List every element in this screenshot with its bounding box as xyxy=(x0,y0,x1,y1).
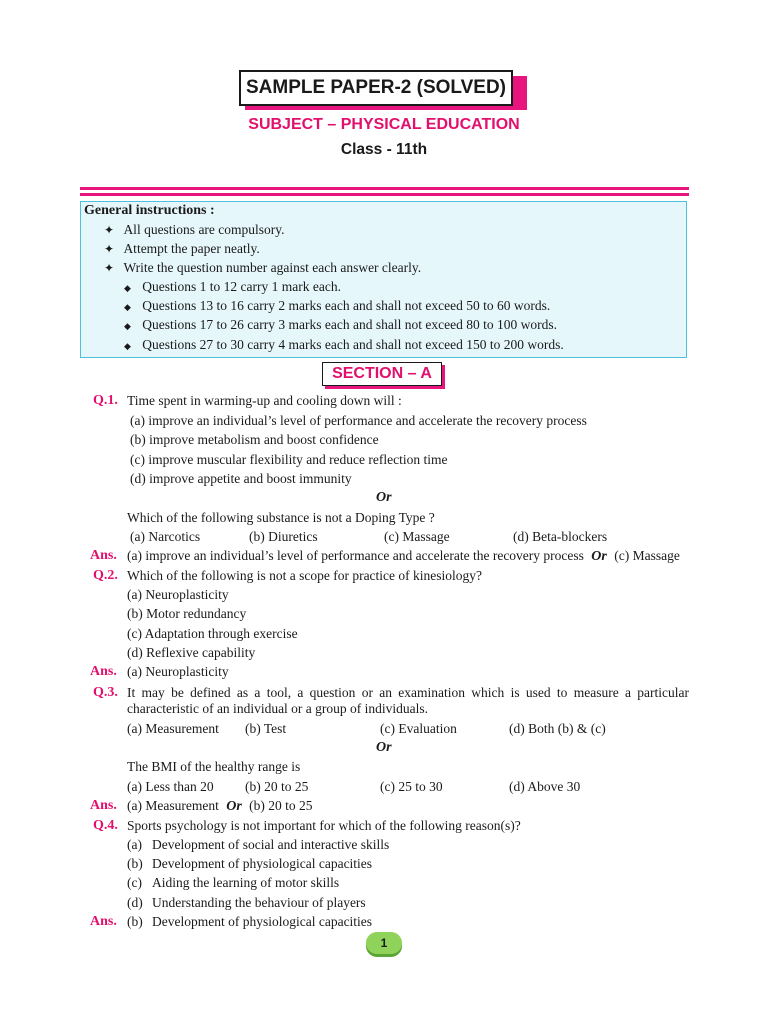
option: (b) 20 to 25 xyxy=(245,779,309,794)
answer-text: (a) Neuroplasticity xyxy=(127,664,229,679)
diamond-icon: ◆ xyxy=(124,283,131,293)
instruction-subitem: ◆ Questions 27 to 30 carry 4 marks each and shall not exceed 150 to 200 words. xyxy=(124,337,564,352)
or-separator: Or xyxy=(376,740,392,755)
instruction-item: ✦ Attempt the paper neatly. xyxy=(104,241,260,256)
answer-label: Ans. xyxy=(90,914,117,929)
option: (b) Diuretics xyxy=(249,529,318,544)
four-point-star-icon: ✦ xyxy=(104,242,115,256)
diamond-icon: ◆ xyxy=(124,341,131,351)
question-text-cont: characteristic of an individual or a group of individuals. xyxy=(127,701,429,716)
or-separator: Or xyxy=(376,490,392,505)
subject-heading: SUBJECT – PHYSICAL EDUCATION xyxy=(248,116,520,133)
answer-label: Ans. xyxy=(90,664,117,679)
option: (b) improve metabolism and boost confidence xyxy=(130,432,379,447)
page-title: SAMPLE PAPER-2 (SOLVED) xyxy=(239,70,513,106)
option: (c) 25 to 30 xyxy=(380,779,443,794)
option: (a) Narcotics xyxy=(130,529,201,544)
option-letter: (a) xyxy=(127,837,142,852)
divider-bottom xyxy=(80,193,689,196)
question-text: Sports psychology is not important for which of the following reason(s)? xyxy=(127,818,521,833)
instruction-subitem: ◆ Questions 13 to 16 carry 2 marks each and shall not exceed 50 to 60 words. xyxy=(124,298,551,313)
answer-letter: (b) xyxy=(127,914,143,929)
option-letter: (c) xyxy=(127,875,142,890)
instruction-subitem: ◆ Questions 1 to 12 carry 1 mark each. xyxy=(124,279,341,294)
instruction-subitem: ◆ Questions 17 to 26 carry 3 marks each and shall not exceed 80 to 100 words. xyxy=(124,317,557,332)
instruction-item: ✦ Write the question number against each answer clearly. xyxy=(104,260,422,275)
option: (d) Beta-blockers xyxy=(513,529,608,544)
title-banner xyxy=(239,70,529,112)
option: (d) Both (b) & (c) xyxy=(509,721,606,736)
answer-label: Ans. xyxy=(90,798,117,813)
option: (d) Reflexive capability xyxy=(127,645,256,660)
four-point-star-icon: ✦ xyxy=(104,223,115,237)
option: Development of social and interactive skills xyxy=(152,837,390,852)
option: (a) Measurement xyxy=(127,721,219,736)
option: (a) Neuroplasticity xyxy=(127,587,229,602)
class-heading: Class - 11th xyxy=(340,141,428,158)
option-letter: (d) xyxy=(127,895,143,910)
option: (d) Above 30 xyxy=(509,779,581,794)
option: (c) Adaptation through exercise xyxy=(127,626,298,641)
option: (b) Test xyxy=(245,721,287,736)
answer-text: (a) Measurement Or (b) 20 to 25 xyxy=(127,798,313,814)
or-separator: Or xyxy=(226,799,242,814)
four-point-star-icon: ✦ xyxy=(104,261,115,275)
question-text: Which of the following is not a scope for practice of kinesiology? xyxy=(127,568,483,583)
option: (c) Evaluation xyxy=(380,721,457,736)
question-text-alt: Which of the following substance is not a Doping Type ? xyxy=(127,510,435,525)
section-heading: SECTION – A xyxy=(322,362,442,386)
answer-text: (a) improve an individual’s level of performance and accelerate the recovery process Or (c) Massage xyxy=(127,548,680,564)
option: (a) improve an individual’s level of performance and accelerate the recovery process xyxy=(130,413,587,428)
option: Development of physiological capacities xyxy=(152,856,373,871)
diamond-icon: ◆ xyxy=(124,321,131,331)
diamond-icon: ◆ xyxy=(124,302,131,312)
option: Aiding the learning of motor skills xyxy=(152,875,340,890)
question-number: Q.1. xyxy=(93,393,118,408)
option: (c) Massage xyxy=(384,529,450,544)
option: (a) Less than 20 xyxy=(127,779,214,794)
or-separator: Or xyxy=(591,549,607,564)
question-text: Time spent in warming-up and cooling down will : xyxy=(127,393,402,408)
question-text: It may be defined as a tool, a question or an examination which is used to measure a particular xyxy=(127,685,689,700)
divider-top xyxy=(80,187,689,190)
option: (d) improve appetite and boost immunity xyxy=(130,471,352,486)
option: (b) Motor redundancy xyxy=(127,606,247,621)
instructions-title: General instructions : xyxy=(84,203,215,218)
answer-text: Development of physiological capacities xyxy=(152,914,373,929)
question-number: Q.2. xyxy=(93,568,118,583)
question-text-alt: The BMI of the healthy range is xyxy=(127,759,301,774)
option: (c) improve muscular flexibility and reduce reflection time xyxy=(130,452,448,467)
option-letter: (b) xyxy=(127,856,143,871)
option: Understanding the behaviour of players xyxy=(152,895,366,910)
answer-label: Ans. xyxy=(90,548,117,563)
question-number: Q.4. xyxy=(93,818,118,833)
instruction-item: ✦ All questions are compulsory. xyxy=(104,222,285,237)
page-number-badge: 1 xyxy=(366,932,402,954)
question-number: Q.3. xyxy=(93,685,118,700)
